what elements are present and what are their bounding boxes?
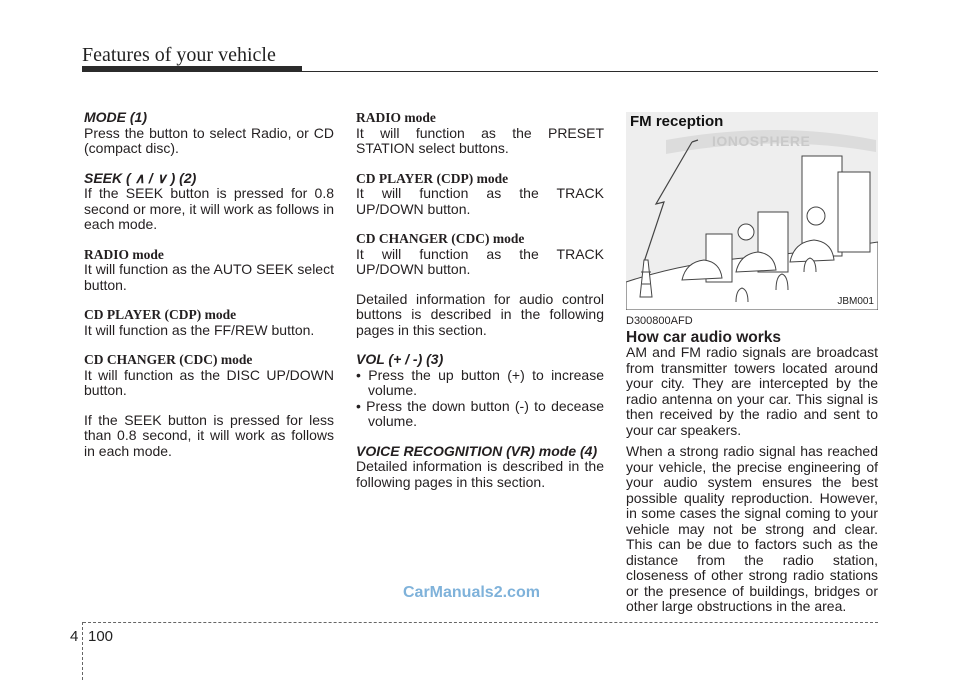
column-right — [626, 314, 878, 615]
list-item: • Press the up button (+) to increase volume. — [356, 366, 604, 398]
radio-mode-text: It will function as the AUTO SEEK select button. — [84, 261, 334, 293]
vr-text: Detailed information is described in the following pages in this section. — [356, 458, 604, 490]
how-audio-paragraph-1: AM and FM radio signals are broadcast from transmitter towers located around your city. They are intercepted by the radio antenna on your car. This signal is then received by the radio and sent to your car speakers. — [626, 344, 878, 438]
mode-text: Press the button to select Radio, or CD (compact disc). — [84, 124, 334, 156]
cdc-mode-text: It will function as the DISC UP/DOWN button. — [84, 366, 334, 398]
vol-heading: VOL (+ / -) (3) — [356, 351, 444, 367]
figure-code: JBM001 — [837, 296, 874, 307]
seek-text: If the SEEK button is pressed for 0.8 second or more, it will work as follows in each mode. — [84, 185, 334, 232]
cdp-mode-heading: CD PLAYER (CDP) mode — [356, 170, 509, 186]
radio-mode-heading: RADIO mode — [356, 110, 436, 125]
section-heading: How car audio works — [626, 328, 782, 346]
column-left — [84, 110, 334, 459]
footer-divider-horizontal — [83, 622, 878, 623]
cdc-mode-heading: CD CHANGER (CDC) mode — [84, 352, 253, 367]
fm-reception-figure — [626, 112, 878, 310]
ionosphere-label: IONOSPHERE — [712, 133, 811, 149]
cdc-mode-text: It will function as the TRACK UP/DOWN button. — [356, 245, 604, 277]
watermark-link[interactable]: CarManuals2.com — [403, 584, 540, 601]
how-audio-paragraph-2: When a strong radio signal has reached your vehicle, the precise engineering of your audio system ensures the best possible quality reproduction. However, in some cases the signal coming to your vehicle may not be strong and clear. This can be due to factors such as the distance from the radio station, closeness of other strong radio stations or the presence of buildings, bridges or other large obstructions in the area. — [626, 443, 878, 614]
header-rule — [82, 71, 878, 72]
audio-info-text: Detailed information for audio control buttons is described in the following pages in this section. — [356, 290, 604, 338]
page-header-title: Features of your vehicle — [82, 44, 276, 66]
seek-less-text: If the SEEK button is pressed for less than 0.8 second, it will work as follows in each mode. — [84, 411, 334, 459]
seek-heading: SEEK ( ∧ / ∨ ) (2) — [84, 169, 197, 186]
figure-title: FM reception — [630, 113, 724, 130]
column-middle — [356, 110, 604, 490]
mode-heading: MODE (1) — [84, 109, 147, 125]
vol-bullet-list — [356, 368, 604, 430]
page-number: 100 — [88, 628, 114, 645]
list-item: • Press the down button (-) to decease volume. — [356, 397, 604, 429]
cdp-mode-text: It will function as the FF/REW button. — [84, 321, 315, 338]
radio-mode-text: It will function as the PRESET STATION select buttons. — [356, 124, 604, 156]
radio-mode-heading: RADIO mode — [84, 246, 164, 262]
chapter-number: 4 — [70, 628, 79, 645]
section-code: D300800AFD — [626, 315, 693, 327]
vr-heading: VOICE RECOGNITION (VR) mode (4) — [356, 442, 598, 459]
cdp-mode-text: It will function as the TRACK UP/DOWN button. — [356, 185, 604, 217]
footer-divider-vertical — [82, 622, 83, 680]
cdp-mode-heading: CD PLAYER (CDP) mode — [84, 307, 237, 322]
cdc-mode-heading: CD CHANGER (CDC) mode — [356, 231, 525, 246]
